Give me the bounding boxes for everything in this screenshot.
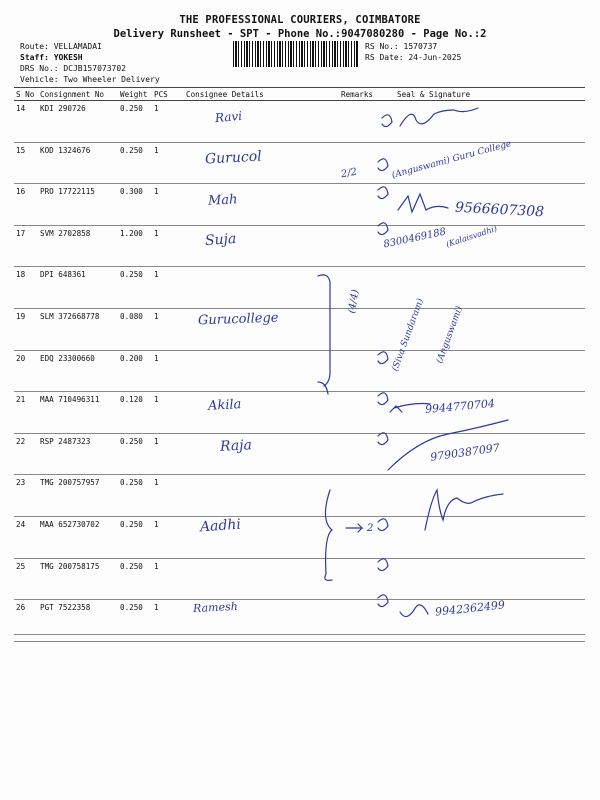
handwriting-consignee-19: Gurucollege [197,310,279,329]
handwriting-sig-19-a: (Siva Sundaram) [390,297,427,373]
pcs-cell: 1 [152,392,184,434]
weight-cell: 0.300 [118,184,152,226]
company-title: THE PROFESSIONAL COURIERS, COIMBATORE [179,14,421,26]
handwriting-consignee-21: Akila [207,397,242,414]
table-bottom-rule [14,634,585,635]
handwriting-phone-22: 9790387097 [429,441,501,464]
handwriting-consignee-26: Ramesh [192,599,239,616]
col-pcs: PCS [152,88,184,101]
handwriting-remark-15: 2/2 [340,166,358,181]
weight-cell: 0.250 [118,101,152,143]
drs-text: DRS No.: DCJB157073702 [20,64,126,73]
pcs-cell: 1 [152,475,184,517]
handwriting-consignee-15: Gurucol [204,148,263,168]
consignment-cell: SLM 372668778 [38,308,118,350]
rs-no-text: RS No.: 1570737 [365,42,438,51]
weight-cell: 0.250 [118,142,152,184]
consignment-cell: MAA 652730702 [38,516,118,558]
handwriting-consignee-24: Aadhi [199,516,242,536]
weight-cell: 0.200 [118,350,152,392]
handwriting-sig-19-b: (Anguswami) [435,305,465,365]
pcs-cell: 1 [152,433,184,475]
handwriting-phone-21: 9944770704 [424,396,496,417]
weight-cell: 0.080 [118,308,152,350]
col-consignee: Consignee Details [184,88,339,101]
weight-cell: 0.250 [118,433,152,475]
weight-cell: 0.250 [118,600,152,642]
weight-cell: 0.250 [118,475,152,517]
pcs-cell: 1 [152,267,184,309]
vehicle-text: Vehicle: Two Wheeler Delivery [20,75,160,84]
pcs-cell: 1 [152,558,184,600]
col-signature: Seal & Signature [377,88,585,101]
handwriting-phone-26: 9942362499 [434,598,506,619]
weight-cell: 0.120 [118,392,152,434]
pcs-cell: 1 [152,101,184,143]
pcs-cell: 1 [152,184,184,226]
consignment-cell: KOD 1324676 [38,142,118,184]
consignment-cell: DPI 648361 [38,267,118,309]
pcs-cell: 1 [152,142,184,184]
handwriting-consignee-16: Mah [207,192,238,209]
route-text: Route: VELLAMADAI [20,42,102,51]
consignment-cell: SVM 2702858 [38,225,118,267]
pcs-cell: 1 [152,600,184,642]
sno-cell: 24 [14,516,38,558]
consignment-cell: EDQ 23300660 [38,350,118,392]
handwriting-phone-17: 8300469188 [382,226,448,251]
sno-cell: 22 [14,433,38,475]
sno-cell: 18 [14,267,38,309]
pcs-cell: 1 [152,225,184,267]
col-sno: S No [14,88,38,101]
col-remarks: Remarks [339,88,377,101]
sno-cell: 25 [14,558,38,600]
rs-date-text: RS Date: 24-Jun-2025 [365,53,462,62]
pcs-cell: 1 [152,308,184,350]
runsheet-subtitle: Delivery Runsheet - SPT - Phone No.:9047080280 - Page No.:2 [113,28,487,40]
col-consignment: Consignment No [38,88,118,101]
handwriting-remark-24: 2 [367,523,374,534]
consignment-cell: MAA 710496311 [38,392,118,434]
col-weight: Weight [118,88,152,101]
consignment-cell: TMG 200757957 [38,475,118,517]
consignment-cell: PRO 17722115 [38,184,118,226]
consignment-cell: PGT 7522358 [38,600,118,642]
consignment-cell: TMG 200758175 [38,558,118,600]
sno-cell: 23 [14,475,38,517]
sno-cell: 15 [14,142,38,184]
weight-cell: 0.250 [118,267,152,309]
consignment-cell: RSP 2487323 [38,433,118,475]
sno-cell: 19 [14,308,38,350]
handwriting-sig-17: (Kalaisvadhi) [444,224,499,249]
weight-cell: 0.250 [118,516,152,558]
weight-cell: 0.250 [118,558,152,600]
handwriting-remark-19: (4/4) [346,288,362,315]
weight-cell: 1.200 [118,225,152,267]
sno-cell: 14 [14,101,38,143]
handwriting-consignee-17: Suja [204,230,237,250]
sno-cell: 17 [14,225,38,267]
sno-cell: 16 [14,184,38,226]
pcs-cell: 1 [152,350,184,392]
handwriting-consignee-14: Ravi [214,108,243,126]
staff-text: Staff: YOKESH [20,53,83,62]
handwriting-phone-16: 9566607308 [454,199,545,221]
pcs-cell: 1 [152,516,184,558]
handwriting-sig-15: (Anguswami) Guru College [390,139,513,181]
sno-cell: 21 [14,392,38,434]
sno-cell: 20 [14,350,38,392]
sno-cell: 26 [14,600,38,642]
handwriting-consignee-22: Raja [219,437,253,455]
consignment-cell: KDI 290726 [38,101,118,143]
